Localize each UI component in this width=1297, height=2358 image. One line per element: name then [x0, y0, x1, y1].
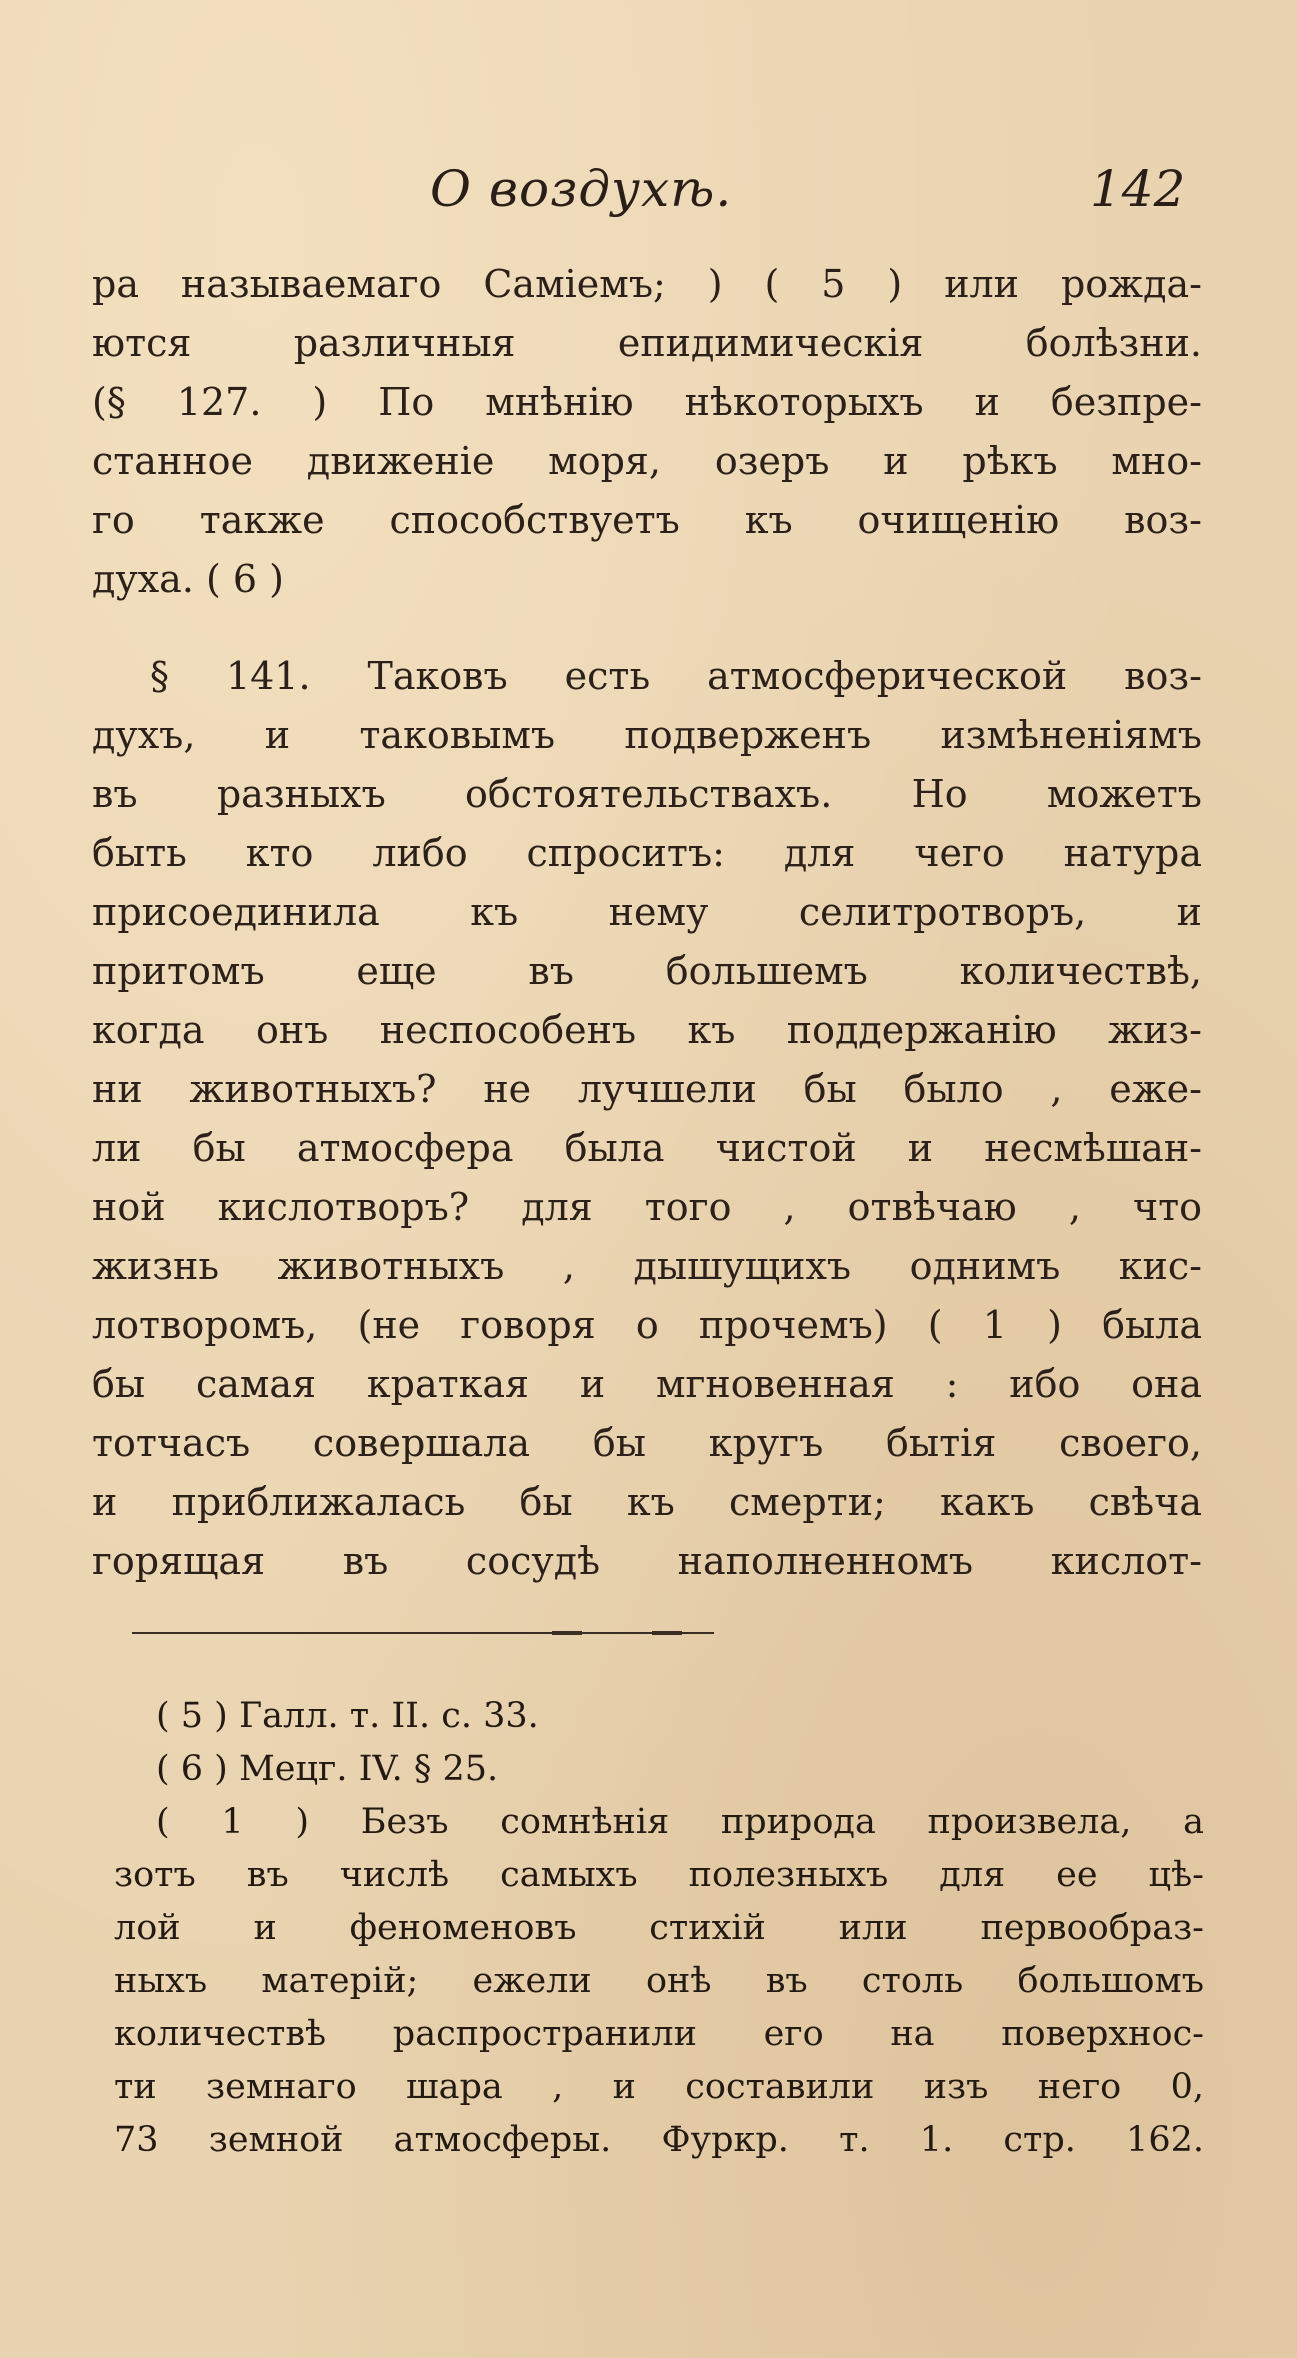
footnote-line: зотъ въ числѣ самыхъ полезныхъ для ее цѣ-	[114, 1855, 1204, 1895]
text-line: бы самая краткая и мгновенная : ибо она	[92, 1362, 1202, 1406]
footnote-line: ныхъ матерiй; ежели онѣ въ столь большомъ	[114, 1961, 1204, 2001]
text-line: когда онъ неспособенъ къ поддержанiю жиз-	[92, 1008, 1202, 1052]
footnote-line: ти земнаго шара , и составили изъ него 0,	[114, 2067, 1204, 2107]
text-line: и приближалась бы къ смерти; какъ свѣча	[92, 1480, 1202, 1524]
text-line: въ разныхъ обстоятельствахъ. Но можетъ	[92, 772, 1202, 816]
text-line: лотворомъ, (не говоря о прочемъ) ( 1 ) была	[92, 1303, 1202, 1347]
text-line: станное движенiе моря, озеръ и рѣкъ мно-	[92, 439, 1202, 483]
text-line: присоединила къ нему селитротворъ, и	[92, 890, 1202, 934]
text-line: ни животныхъ? не лучшели бы было , еже-	[92, 1067, 1202, 1111]
text-line: (§ 127. ) По мнѣнiю нѣкоторыхъ и безпре-	[92, 380, 1202, 424]
footnotes	[114, 1690, 1204, 2167]
footnote-5: ( 5 ) Галл. т. II. с. 33.	[156, 1696, 539, 1736]
text-line: ной кислотворъ? для того , отвѣчаю , что	[92, 1185, 1202, 1229]
text-line: жизнь животныхъ , дышущихъ однимъ кис-	[92, 1244, 1202, 1288]
footnote-line: лой и феноменовъ стихiй или первообраз-	[114, 1908, 1204, 1948]
text-line: духъ, и таковымъ подверженъ измѣненiямъ	[92, 713, 1202, 757]
text-line: тотчасъ совершала бы кругъ бытiя своего,	[92, 1421, 1202, 1465]
text-line: го также способствуетъ къ очищенiю воз-	[92, 498, 1202, 542]
footnote-line: 73 земной атмосферы. Фуркр. т. 1. стр. 162.	[114, 2120, 1204, 2160]
text-line: притомъ еще въ большемъ количествѣ,	[92, 949, 1202, 993]
running-title: О воздухѣ.	[430, 160, 733, 218]
text-line: горящая въ сосудѣ наполненномъ кислот-	[92, 1539, 1202, 1583]
paragraph-gap	[92, 609, 1202, 647]
text-line: ли бы атмосфера была чистой и несмѣшан-	[92, 1126, 1202, 1170]
section-141-start: § 141. Таковъ есть атмосферической воз-	[150, 654, 1202, 698]
footnote-6: ( 6 ) Мецг. IV. § 25.	[156, 1749, 499, 1789]
text-line: ются различныя епидимическiя болѣзни.	[92, 321, 1202, 365]
footnote-1-start: ( 1 ) Безъ сомнѣнiя природа произвела, а	[156, 1802, 1204, 1842]
footnote-line: количествѣ распространили его на поверхнос-	[114, 2014, 1204, 2054]
running-head	[0, 160, 1297, 230]
text-line: быть кто либо спроситъ: для чего натура	[92, 831, 1202, 875]
page-number: 142	[1090, 160, 1186, 218]
text-line: ра называемаго Самiемъ; ) ( 5 ) или рожда-	[92, 262, 1202, 306]
text-line: духа. ( 6 )	[92, 557, 284, 601]
main-text	[92, 255, 1202, 1591]
footnote-separator-rule	[132, 1632, 714, 1634]
